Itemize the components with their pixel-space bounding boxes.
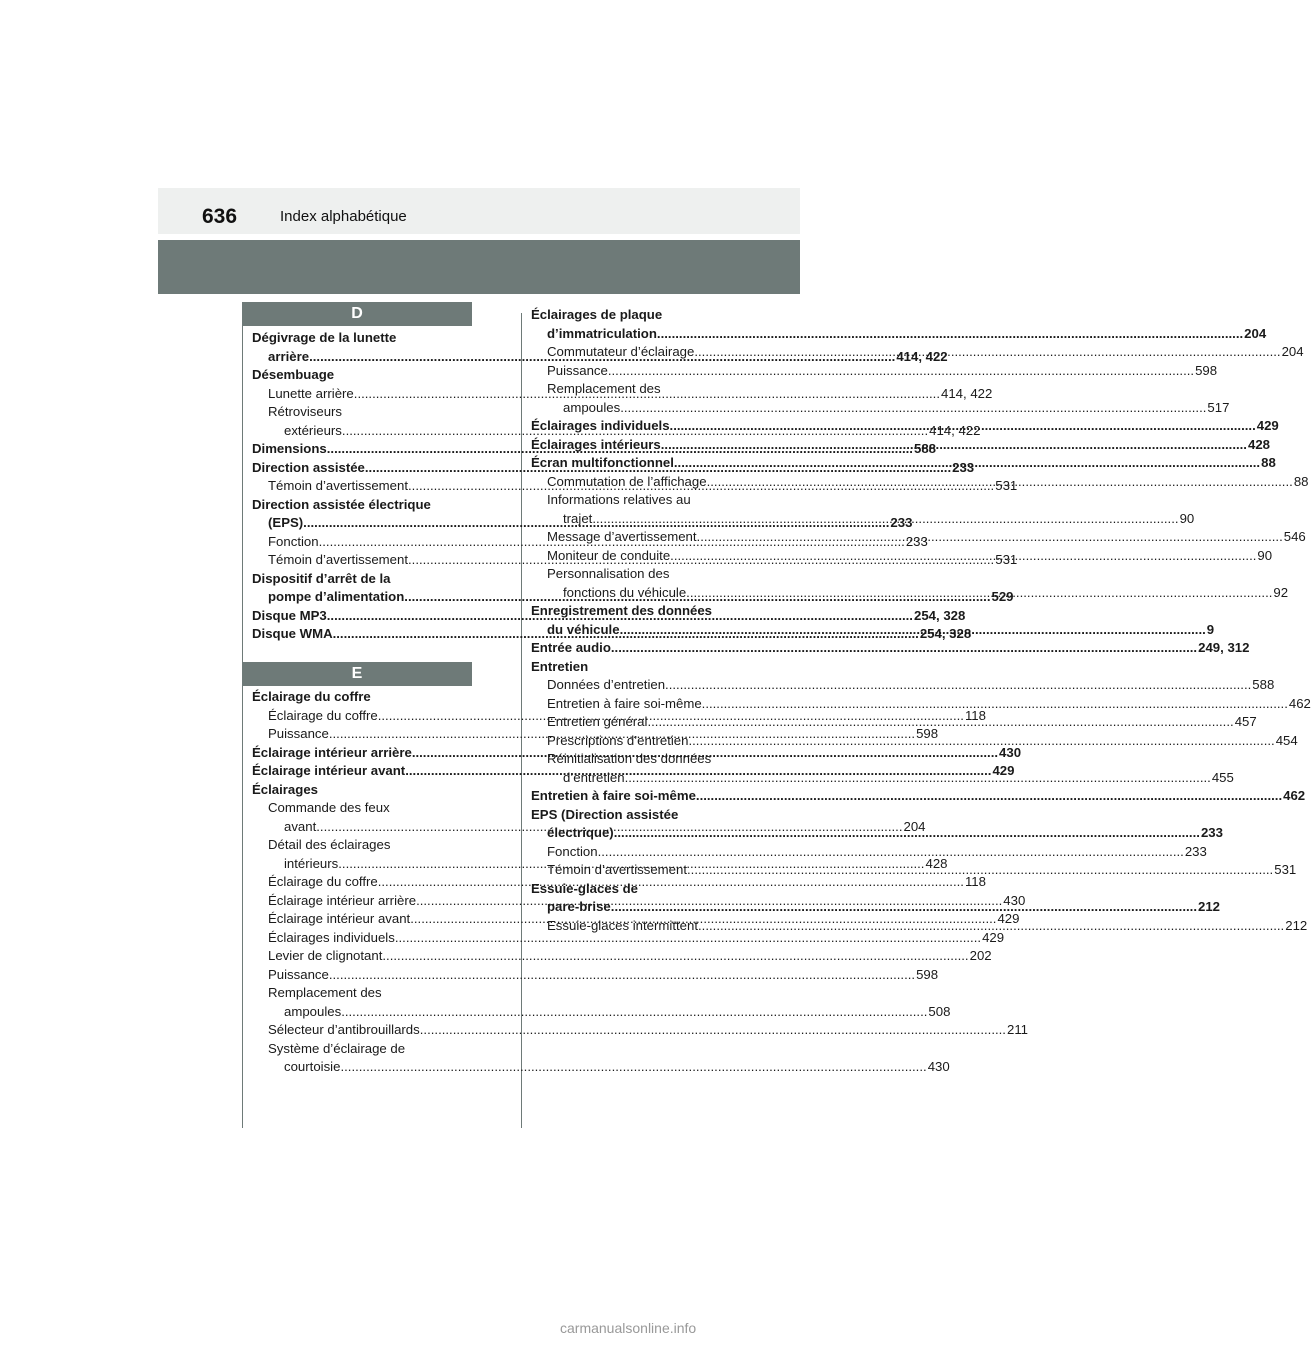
index-entry	[531, 806, 751, 825]
dot-leader	[647, 713, 1233, 732]
dot-leader	[598, 843, 1184, 862]
index-entry-text: Dégivrage de la lunette	[252, 330, 397, 345]
index-entry-text: Commande des feux	[268, 800, 390, 815]
index-entry-text: arrière	[268, 348, 310, 364]
dot-leader	[687, 861, 1273, 880]
index-entry	[252, 496, 472, 515]
dot-leader	[382, 947, 968, 966]
index-entry-page: 430	[927, 1059, 950, 1074]
index-entry-page: 430	[1003, 892, 1026, 908]
index-entry	[252, 799, 472, 818]
index-entry-page: 598	[1195, 362, 1218, 378]
index-entry-text: Levier de clignotant	[268, 948, 383, 963]
section-letter-d: D	[242, 302, 472, 326]
index-entry-text: fonctions du véhicule	[563, 584, 687, 600]
index-entry-page: 90	[1257, 547, 1273, 563]
dot-leader	[686, 584, 1272, 603]
dot-leader	[340, 1058, 926, 1077]
index-entry-page: 462	[1283, 788, 1306, 803]
index-entry	[531, 325, 1267, 344]
index-entry-page: 204	[903, 818, 926, 834]
index-entry	[531, 306, 751, 325]
index-entry	[531, 380, 751, 399]
index-entry-text: Éclairage du coffre	[252, 689, 371, 704]
index-entry	[531, 399, 1230, 418]
index-entry-page: 9	[1206, 621, 1215, 637]
dot-leader	[625, 769, 1211, 788]
index-entry-text: Direction assistée	[252, 459, 365, 475]
index-entry-page: 233	[905, 533, 928, 549]
index-entry	[531, 639, 1250, 658]
index-entry	[531, 750, 751, 769]
index-entry	[531, 658, 751, 677]
index-entry	[252, 929, 1005, 948]
dot-leader	[697, 528, 1283, 547]
dot-leader	[608, 362, 1194, 381]
index-entry	[252, 966, 939, 985]
index-entry-page: 212	[1285, 917, 1308, 933]
index-entry-page: 88	[1293, 473, 1309, 489]
index-entry-text: Informations relatives au	[547, 492, 691, 507]
column-divider-left	[242, 302, 243, 1128]
index-entry-text: Témoin d’avertissement	[547, 862, 687, 877]
index-entry	[252, 836, 472, 855]
index-entry-text: Détail des éclairages	[268, 837, 391, 852]
index-entry-text: Éclairage intérieur avant	[268, 911, 411, 926]
index-entry-text: Direction assistée électrique	[252, 496, 431, 512]
index-entry-text: courtoisie	[284, 1059, 341, 1074]
index-entry-text: Entretien à faire soi-même	[531, 788, 696, 803]
index-entry	[531, 787, 1306, 806]
index-entry-text: Éclairages individuels	[268, 929, 395, 945]
index-entry	[252, 688, 472, 707]
index-entry-text: Écran multifonctionnel	[531, 455, 674, 470]
index-entry	[531, 676, 1275, 695]
index-entry-text: ampoules	[284, 1003, 342, 1019]
index-entry-text: Moniteur de conduite	[547, 547, 671, 563]
index-entry-text: Témoin d’avertissement	[268, 478, 408, 493]
index-entry-text: trajet	[563, 510, 593, 526]
index-entry-text: Puissance	[547, 362, 608, 378]
index-entry-text: Éclairages intérieurs	[531, 436, 661, 452]
index-entry-page: 202	[969, 948, 992, 963]
index-entry-text: Message d’avertissement	[547, 529, 697, 544]
index-entry-text: EPS (Direction assistée	[531, 806, 679, 822]
index-entry-page: 254, 328	[919, 626, 972, 641]
index-entry-text: Dimensions	[252, 441, 327, 456]
dot-leader	[329, 966, 915, 985]
dot-leader	[707, 473, 1293, 492]
dot-leader	[620, 399, 1206, 418]
index-entry-page: 429	[1256, 418, 1279, 433]
index-entry-text: pompe d’alimentation	[268, 589, 405, 604]
index-entry-page: 428	[1247, 436, 1270, 452]
index-entry-text: ampoules	[563, 399, 621, 415]
dot-leader	[661, 436, 1247, 455]
index-entry-page: 546	[1283, 529, 1306, 544]
index-entry-text: intérieurs	[284, 855, 339, 871]
dot-leader	[614, 824, 1200, 843]
index-entry-page: 598	[916, 966, 939, 982]
index-entry-text: Éclairages	[252, 781, 318, 797]
index-entry-text: Éclairage intérieur avant	[252, 763, 406, 778]
index-entry-page: 204	[1281, 344, 1304, 359]
index-entry-page: 531	[1274, 862, 1297, 877]
index-entry-page: 598	[916, 726, 939, 741]
index-entry-text: Puissance	[268, 726, 329, 741]
index-entry-page: 455	[1211, 769, 1234, 785]
section-letter-e: E	[242, 662, 472, 686]
index-entry-page: 429	[992, 763, 1015, 778]
index-entry-text: Disque WMA	[252, 626, 333, 641]
index-entry-text: Désembuage	[252, 367, 335, 382]
index-entry-text: d’immatriculation	[547, 325, 657, 341]
index-entry-page: 429	[982, 929, 1005, 945]
index-entry-page: 414, 422	[896, 348, 948, 364]
index-entry	[252, 781, 472, 800]
index-entry	[252, 403, 472, 422]
index-entry-page: 211	[1006, 1022, 1029, 1037]
index-entry-text: Rétroviseurs	[268, 404, 343, 419]
dot-leader	[611, 639, 1197, 658]
index-entry-text: Système d’éclairage de	[268, 1040, 406, 1056]
index-entry-page: 588	[913, 441, 936, 456]
index-entry-text: Enregistrement des données	[531, 603, 713, 618]
index-entry-text: Données d’entretien	[547, 677, 666, 692]
dot-leader	[694, 343, 1280, 362]
index-entry-page: 90	[1179, 510, 1195, 526]
dot-leader	[341, 1003, 927, 1022]
index-entry-page: 429	[997, 911, 1020, 926]
index-entry-text: Entretien	[531, 658, 589, 674]
index-entry-page: 462	[1288, 695, 1311, 711]
index-entry-text: du véhicule	[547, 621, 620, 637]
index-entry-text: Essuie-glaces intermittent	[547, 917, 698, 933]
index-entry	[252, 1003, 951, 1022]
index-entry-text: Entretien général	[547, 714, 648, 729]
page-section-title: Index alphabétique	[280, 208, 407, 225]
index-entry	[531, 602, 751, 621]
index-entry-text: Commutation de l’affichage	[547, 473, 707, 489]
index-entry-page: 430	[999, 744, 1022, 760]
dot-leader	[688, 732, 1274, 751]
index-entry-text: avant	[284, 818, 317, 834]
index-entry-page: 118	[964, 874, 986, 889]
header-band	[158, 240, 800, 294]
index-entry	[531, 880, 751, 899]
index-entry-text: Commutateur d’éclairage	[547, 344, 695, 359]
dot-leader	[698, 917, 1284, 936]
dot-leader	[611, 898, 1197, 917]
index-entry-page: 508	[928, 1003, 951, 1019]
index-entry-text: Prescriptions d’entretien	[547, 732, 689, 748]
index-entry-page: 588	[1252, 677, 1275, 692]
index-entry-page: 254, 328	[913, 607, 966, 623]
index-entry	[252, 984, 472, 1003]
index-entry-page: 212	[1198, 899, 1221, 914]
index-entry-text: Essuie-glaces de	[531, 880, 639, 896]
index-entry	[531, 843, 1207, 862]
index-entry-text: Disque MP3	[252, 607, 327, 623]
index-entry-text: Lunette arrière	[268, 385, 354, 401]
index-entry-text: Réinitialisation des données	[547, 751, 712, 766]
index-entry-page: 233	[1200, 825, 1223, 840]
page-number: 636	[202, 205, 238, 228]
dot-leader	[674, 454, 1260, 473]
index-entry-text: Éclairage intérieur arrière	[268, 892, 417, 908]
index-entry-page: 454	[1275, 732, 1298, 748]
dot-leader	[657, 325, 1243, 344]
index-entry	[252, 570, 472, 589]
index-entry-page: 531	[995, 478, 1018, 493]
index-entry	[252, 1058, 950, 1077]
dot-leader	[670, 417, 1256, 436]
dot-leader	[702, 695, 1288, 714]
index-entry-page: 249, 312	[1198, 640, 1250, 655]
index-entry-text: Fonction	[268, 533, 319, 549]
index-entry-text: Éclairages individuels	[531, 418, 670, 433]
index-entry	[252, 1040, 472, 1059]
watermark: carmanualsonline.info	[560, 1320, 697, 1336]
index-entry-page: 92	[1273, 584, 1289, 600]
index-entry-text: Remplacement des	[268, 985, 382, 1000]
header-bar	[158, 188, 800, 234]
index-entry-page: 233	[1184, 843, 1207, 859]
index-entry-text: Sélecteur d’antibrouillards	[268, 1022, 420, 1037]
index-entry	[252, 366, 472, 385]
index-entry-text: Personnalisation des	[547, 566, 670, 581]
dot-leader	[696, 787, 1282, 806]
index-entry-page: 428	[925, 855, 948, 871]
index-entry-page: 517	[1207, 399, 1230, 415]
index-entry-page: 233	[890, 515, 913, 530]
index-entry	[252, 947, 992, 966]
index-entry-page: 88	[1261, 455, 1276, 470]
index-entry	[531, 491, 751, 510]
index-entry	[531, 362, 1218, 381]
index-entry-page: 529	[991, 589, 1014, 604]
index-entry-text: pare-brise	[547, 899, 611, 914]
index-entry-text: Remplacement des	[547, 381, 661, 396]
index-entry-text: Puissance	[268, 966, 329, 982]
dot-leader	[420, 1021, 1006, 1040]
index-entry-page: 414, 422	[929, 422, 981, 438]
index-entry	[531, 565, 751, 584]
index-entry-page: 118	[964, 707, 986, 723]
index-entry-text: Éclairage du coffre	[268, 874, 378, 889]
index-entry-text: extérieurs	[284, 422, 342, 438]
index-entry-text: Éclairage du coffre	[268, 707, 378, 723]
index-entry-text: Témoin d’avertissement	[268, 552, 408, 567]
index-entry-text: Fonction	[547, 843, 598, 859]
index-entry	[252, 1021, 1029, 1040]
dot-leader	[670, 547, 1256, 566]
index-entry-page: 204	[1244, 325, 1267, 341]
index-entry-page: 531	[995, 552, 1018, 567]
index-entry-text: Dispositif d’arrêt de la	[252, 570, 391, 586]
index-entry-text: électrique)	[547, 825, 614, 840]
index-entry-text: Éclairages de plaque	[531, 307, 663, 322]
index-entry-page: 457	[1234, 714, 1257, 729]
index-entry-page: 233	[952, 459, 975, 475]
index-entry-text: Entretien à faire soi-même	[547, 695, 702, 711]
dot-leader	[620, 621, 1206, 640]
index-entry-text: Éclairage intérieur arrière	[252, 744, 412, 760]
dot-leader	[592, 510, 1178, 529]
index-entry-text: Entrée audio	[531, 640, 611, 655]
index-entry-text: (EPS)	[268, 515, 304, 530]
index-entry	[531, 695, 1311, 714]
index-entry-text: d’entretien	[563, 769, 625, 785]
index-entry	[252, 329, 472, 348]
dot-leader	[665, 676, 1251, 695]
index-entry-page: 414, 422	[941, 385, 993, 401]
